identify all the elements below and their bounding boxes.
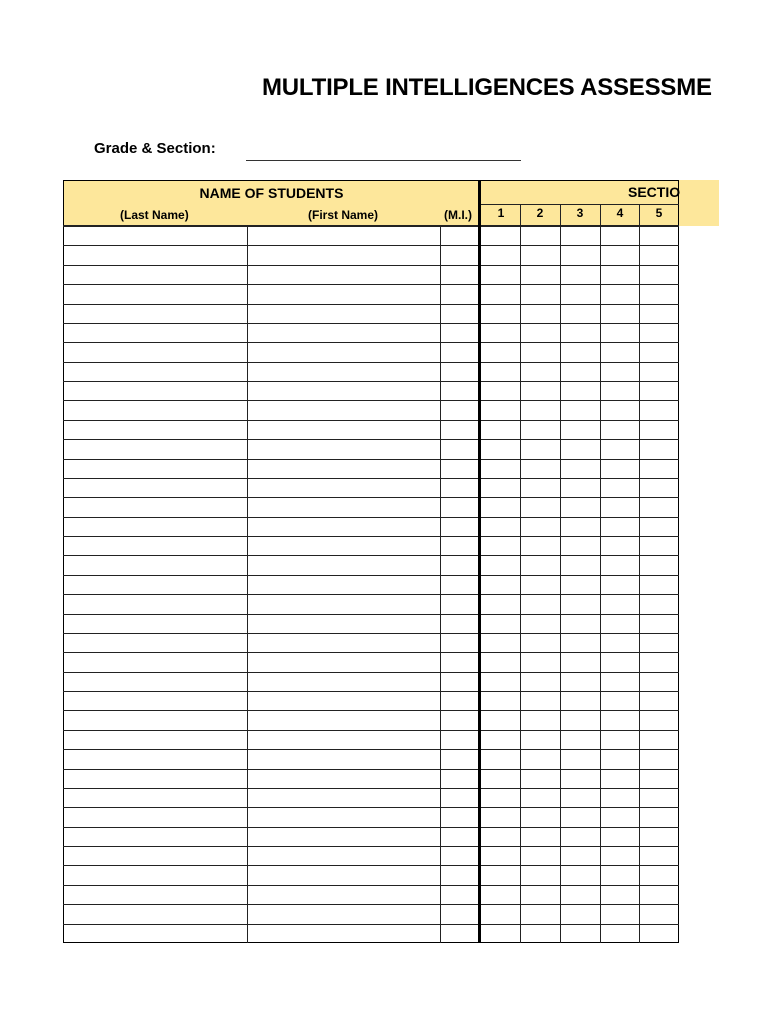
row-divider [63,924,679,925]
row-divider [63,497,679,498]
row-divider [63,691,679,692]
row-divider [63,342,679,343]
row-divider [63,807,679,808]
header-bottom-rule [63,226,679,227]
row-divider [63,362,679,363]
row-divider [63,439,679,440]
row-divider [63,536,679,537]
middle-initial-header: (M.I.) [444,208,472,222]
students-header: NAME OF STUDENTS [199,185,344,201]
row-divider [63,652,679,653]
row-divider [63,304,679,305]
section-column-header: 2 [536,206,544,220]
row-divider [63,672,679,673]
row-divider [63,381,679,382]
row-divider [63,827,679,828]
row-divider [63,400,679,401]
row-divider [63,420,679,421]
names-section-divider [478,180,481,943]
row-divider [63,730,679,731]
row-divider [63,769,679,770]
grade-section-label: Grade & Section: [94,140,216,157]
section-column-header: 1 [497,206,505,220]
row-divider [63,555,679,556]
row-divider [63,575,679,576]
row-divider [63,865,679,866]
row-divider [63,788,679,789]
row-divider [63,478,679,479]
row-divider [63,284,679,285]
section-column-header: 5 [655,206,663,220]
row-divider [63,265,679,266]
grade-section-input-line[interactable] [246,160,521,161]
row-divider [63,517,679,518]
row-divider [63,245,679,246]
row-divider [63,594,679,595]
row-divider [63,633,679,634]
row-divider [63,323,679,324]
document-title: MULTIPLE INTELLIGENCES ASSESSME [262,74,712,101]
section-header: SECTIO [628,184,681,200]
column-divider-mi [440,226,441,943]
row-divider [63,459,679,460]
row-divider [63,885,679,886]
row-divider [63,749,679,750]
section-column-divider [520,204,521,943]
row-divider [63,904,679,905]
section-column-divider [600,204,601,943]
row-divider [63,614,679,615]
section-column-divider [639,204,640,943]
section-subheader-rule [480,204,679,205]
row-divider [63,846,679,847]
first-name-header: (First Name) [308,208,379,222]
last-name-header: (Last Name) [120,208,189,222]
section-column-divider [560,204,561,943]
row-divider [63,710,679,711]
section-column-header: 3 [576,206,584,220]
student-table [63,180,679,943]
section-column-header: 4 [616,206,624,220]
column-divider-first-name [247,226,248,943]
